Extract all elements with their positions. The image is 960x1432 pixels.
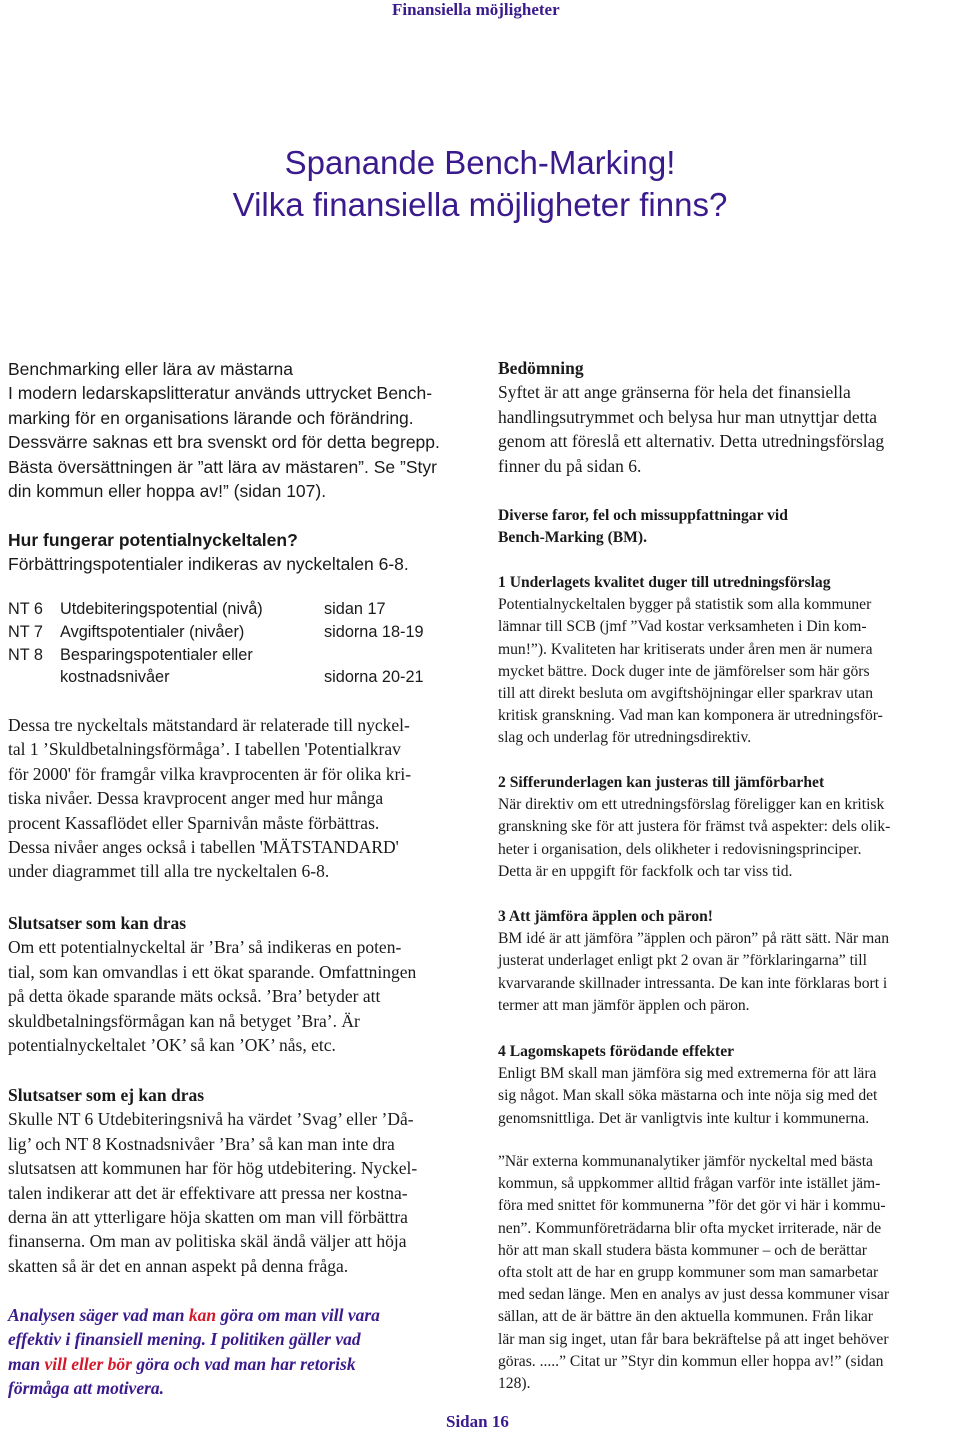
section-3-line: justerat underlaget enligt pkt 2 ovan är ”förklaringarna” till: [498, 952, 867, 970]
title-line-2: Vilka finansiella möjligheter finns?: [232, 186, 728, 223]
slutsatser-ej-line: lig’ och NT 8 Kostnadsnivåer ’Bra’ så kan man inte dra: [8, 1133, 395, 1154]
slutsatser-ej-line: derna än att ytterligare höja skatten om man vill förbättra: [8, 1207, 408, 1228]
quote-line: lär man sig inget, utan får bara bekräftelse på att inget behöver: [498, 1330, 889, 1348]
section-1-text: [498, 594, 952, 749]
nt-row: [8, 666, 468, 689]
section-4: [498, 1041, 952, 1130]
benchmarking-heading: Benchmarking eller lära av mästarna: [8, 359, 293, 379]
nyckeltal-line: Dessa tre nyckeltals mätstandard är relaterade till nyckel-: [8, 715, 410, 735]
nt-code: NT 6: [8, 600, 43, 618]
slutsatser-ej-heading: Slutsatser som ej kan dras: [8, 1085, 205, 1105]
nt-row: [8, 598, 468, 621]
nt-description: Utdebiteringspotential (nivå): [60, 600, 263, 618]
nt-page-ref: sidorna 18-19: [324, 622, 424, 641]
nt-description: Besparingspotentialer eller: [60, 645, 253, 664]
conclusion-line-1: Analysen säger vad man kan göra om man vill vara: [8, 1305, 380, 1325]
quote-section: [498, 1151, 952, 1395]
section-4-heading: 4 Lagomskapets förödande effekter: [498, 1043, 735, 1060]
conclusion-text: [8, 1303, 468, 1401]
quote-line: föra med snittet för kommunerna ”för det gör vi här i kommu-: [498, 1197, 886, 1215]
benchmarking-line: marking för en organisations lärande och förändring.: [8, 407, 414, 428]
section-3-heading: 3 Att jämföra äpplen och päron!: [498, 908, 713, 925]
bedomning-line: finner du på sidan 6.: [498, 455, 642, 476]
quote-line: med sedan länge. Men en analys av just dessa kommuner visar: [498, 1286, 890, 1304]
slutsatser-ej-line: Skulle NT 6 Utdebiteringsnivå ha värdet ’Svag’ eller ’Då-: [8, 1109, 414, 1130]
quote-line: göras. .....” Citat ur ”Styr din kommun eller hoppa av!” (sidan: [498, 1352, 884, 1370]
section-2-line: granskning ske för att justera för främst två aspekter: dels olik-: [498, 818, 891, 836]
bedomning-line: handlingsutrymmet och belysa hur man utnyttjar detta: [498, 406, 878, 427]
slutsatser-line: Om ett potentialnyckeltal är ’Bra’ så indikeras en poten-: [8, 937, 402, 958]
benchmarking-line: Bästa översättningen är ”att lära av mästaren”. Se ”Styr: [8, 456, 437, 477]
section-1-line: mycket bättre. Dock duger inte de jämförelser som här görs: [498, 662, 870, 680]
slutsatser-ej-text: [8, 1107, 468, 1278]
section-2-line: Detta är en uppgift för fackfolk och tar viss tid.: [498, 862, 793, 880]
slutsatser-line: skuldbetalningsförmågan kan nå betyget ’Bra’. Är: [8, 1010, 360, 1031]
quote-line: hör att man skall studera bästa kommuner – och de berättar: [498, 1241, 867, 1259]
quote-line: 128).: [498, 1375, 531, 1393]
quote-line: ”När externa kommunanalytiker jämför nyckeltal med bästa: [498, 1153, 873, 1170]
slutsatser-line: potentialnyckeltalet ’OK’ så kan ’OK’ nås, etc.: [8, 1035, 336, 1056]
section-1-line: mun!”). Kvaliteten har kritiserats under åren men är numera: [498, 640, 873, 658]
conclusion-line-2: effektiv i finansiell mening. I politiken gäller vad: [8, 1329, 361, 1350]
title-line-1: Spanande Bench-Marking!: [284, 144, 676, 181]
slutsatser-ej-line: skatten så är det en annan aspekt på denna fråga.: [8, 1255, 349, 1276]
slutsatser-ej-section: [8, 1083, 468, 1278]
benchmarking-line: din kommun eller hoppa av!” (sidan 107).: [8, 481, 327, 502]
section-4-line: Enligt BM skall man jämföra sig med extremerna för att lära: [498, 1065, 877, 1083]
quote-line: kommun, så uppkommer alltid frågan varför inte istället jäm-: [498, 1175, 881, 1193]
diverse-line: Diverse faror, fel och missuppfattningar vid: [498, 507, 788, 524]
slutsatser-line: tial, som kan omvandlas i ett ökat sparande. Omfattningen: [8, 961, 417, 982]
section-3: [498, 906, 952, 1017]
section-2-line: När direktiv om ett utredningsförslag föreligger kan en kritisk: [498, 796, 885, 814]
potential-heading: Hur fungerar potentialnyckeltalen?: [8, 530, 298, 550]
quote-line: ofta stolt att de har en grupp kommuner som man samarbetar: [498, 1264, 879, 1282]
section-1: [498, 572, 952, 750]
page-header: Finansiella möjligheter: [392, 0, 560, 19]
nt-code: NT 8: [8, 645, 43, 664]
slutsatser-ej-line: finanserna. Om man av politiska skäl ändå väljer att höja: [8, 1231, 407, 1252]
section-3-text: [498, 928, 952, 1017]
section-4-line: sig något. Man skall söka mästarna och inte nöja sig med det: [498, 1087, 878, 1105]
quote-text: [498, 1151, 952, 1395]
bedomning-line: Syftet är att ange gränserna för hela det finansiella: [498, 382, 851, 403]
section-1-line: slag och underlag för utredningsdirektiv.: [498, 729, 752, 747]
conclusion-line-3: man vill eller bör göra och vad man har retorisk: [8, 1353, 356, 1374]
section-2-line: heter i organisation, dels olikheter i redovisningsprinciper.: [498, 840, 862, 858]
page-number: Sidan 16: [446, 1412, 509, 1431]
potential-text: Förbättringspotentialer indikeras av nyckeltalen 6-8.: [8, 554, 409, 575]
diverse-heading: [498, 505, 952, 549]
section-3-line: BM idé är att jämföra ”äpplen och päron” på rätt sätt. När man: [498, 930, 889, 948]
section-1-line: till att direkt besluta om avgiftshöjningar eller sparkrav utan: [498, 685, 874, 703]
nt-description: kostnadsnivåer: [60, 668, 170, 687]
benchmarking-line: I modern ledarskapslitteratur används uttrycket Bench-: [8, 383, 433, 404]
section-2-heading: 2 Sifferunderlagen kan justeras till jämförbarhet: [498, 774, 825, 791]
section-4-text: [498, 1063, 952, 1130]
nt-code: NT 7: [8, 622, 43, 641]
nt-page-ref: sidorna 20-21: [324, 668, 424, 687]
quote-line: sällan, att de är bättre än den aktuella kommunen. Från likar: [498, 1308, 873, 1326]
slutsatser-line: på detta ökade sparande mäts också. ’Bra’ betyder att: [8, 986, 381, 1007]
benchmarking-section: [8, 357, 468, 503]
page-title: [0, 142, 960, 226]
nt-row: [8, 621, 468, 644]
nyckeltal-line: under diagrammet till alla tre nyckeltalen 6-8.: [8, 861, 330, 882]
benchmarking-line: Dessvärre saknas ett bra svenskt ord för detta begrepp.: [8, 432, 440, 453]
slutsatser-text: [8, 935, 468, 1057]
nt-row: [8, 644, 468, 667]
nyckeltal-section: [8, 713, 468, 884]
bedomning-line: genom att föreslå ett alternativ. Detta utredningsförslag: [498, 431, 885, 452]
nt-table: [8, 598, 468, 689]
nyckeltal-line: Dessa nivåer anges också i tabellen 'MÄTSTANDARD': [8, 837, 399, 858]
nyckeltal-line: för 2000' för framgår vilka kravprocenten är för olika kri-: [8, 763, 412, 784]
section-2: [498, 772, 952, 883]
nyckeltal-text: [8, 713, 468, 884]
bedomning-section: [498, 356, 952, 478]
quote-line: nen”. Kommunföreträdarna blir ofta mycket irriterade, när de: [498, 1219, 882, 1237]
nt-description: Avgiftspotentialer (nivåer): [60, 622, 245, 641]
section-1-line: Potentialnyckeltalen bygger på statistik som alla kommuner: [498, 596, 872, 614]
benchmarking-text: [8, 381, 468, 503]
section-3-line: kvarvarande skillnader intressanta. De kan inte förklaras bort i: [498, 974, 888, 992]
nyckeltal-line: tiska nivåer. Dessa kravprocent anger med hur många: [8, 788, 384, 809]
diverse-line: Bench-Marking (BM).: [498, 529, 647, 547]
section-1-line: lämnar till SCB (jmf ”Vad kostar verksamheten i Din kom-: [498, 618, 867, 636]
nt-page-ref: sidan 17: [324, 600, 386, 618]
bedomning-heading: Bedömning: [498, 358, 584, 378]
nyckeltal-line: tal 1 ’Skuldbetalningsförmåga’. I tabellen 'Potentialkrav: [8, 739, 401, 760]
section-1-line: kritisk granskning. Vad man kan komponera är utredningsför-: [498, 707, 883, 725]
conclusion-line-4: förmåga att motivera.: [8, 1378, 165, 1399]
section-2-text: [498, 794, 952, 883]
slutsatser-ej-line: slutsatsen att kommunen har för hög utdebitering. Nyckel-: [8, 1158, 418, 1179]
potential-section: [8, 528, 468, 577]
slutsatser-section: [8, 911, 468, 1057]
slutsatser-heading: Slutsatser som kan dras: [8, 913, 187, 933]
section-4-line: genomsnittliga. Det är vanligtvis inte kultur i kommunerna.: [498, 1109, 870, 1127]
bedomning-text: [498, 380, 952, 478]
section-1-heading: 1 Underlagets kvalitet duger till utredningsförslag: [498, 574, 831, 591]
section-3-line: termer att man jämför äpplen och päron.: [498, 996, 750, 1014]
slutsatser-ej-line: talen indikerar att det är effektivare att pressa ner kostna-: [8, 1182, 408, 1203]
nyckeltal-line: procent Kassaflödet eller Sparnivån måste förbättras.: [8, 812, 380, 833]
